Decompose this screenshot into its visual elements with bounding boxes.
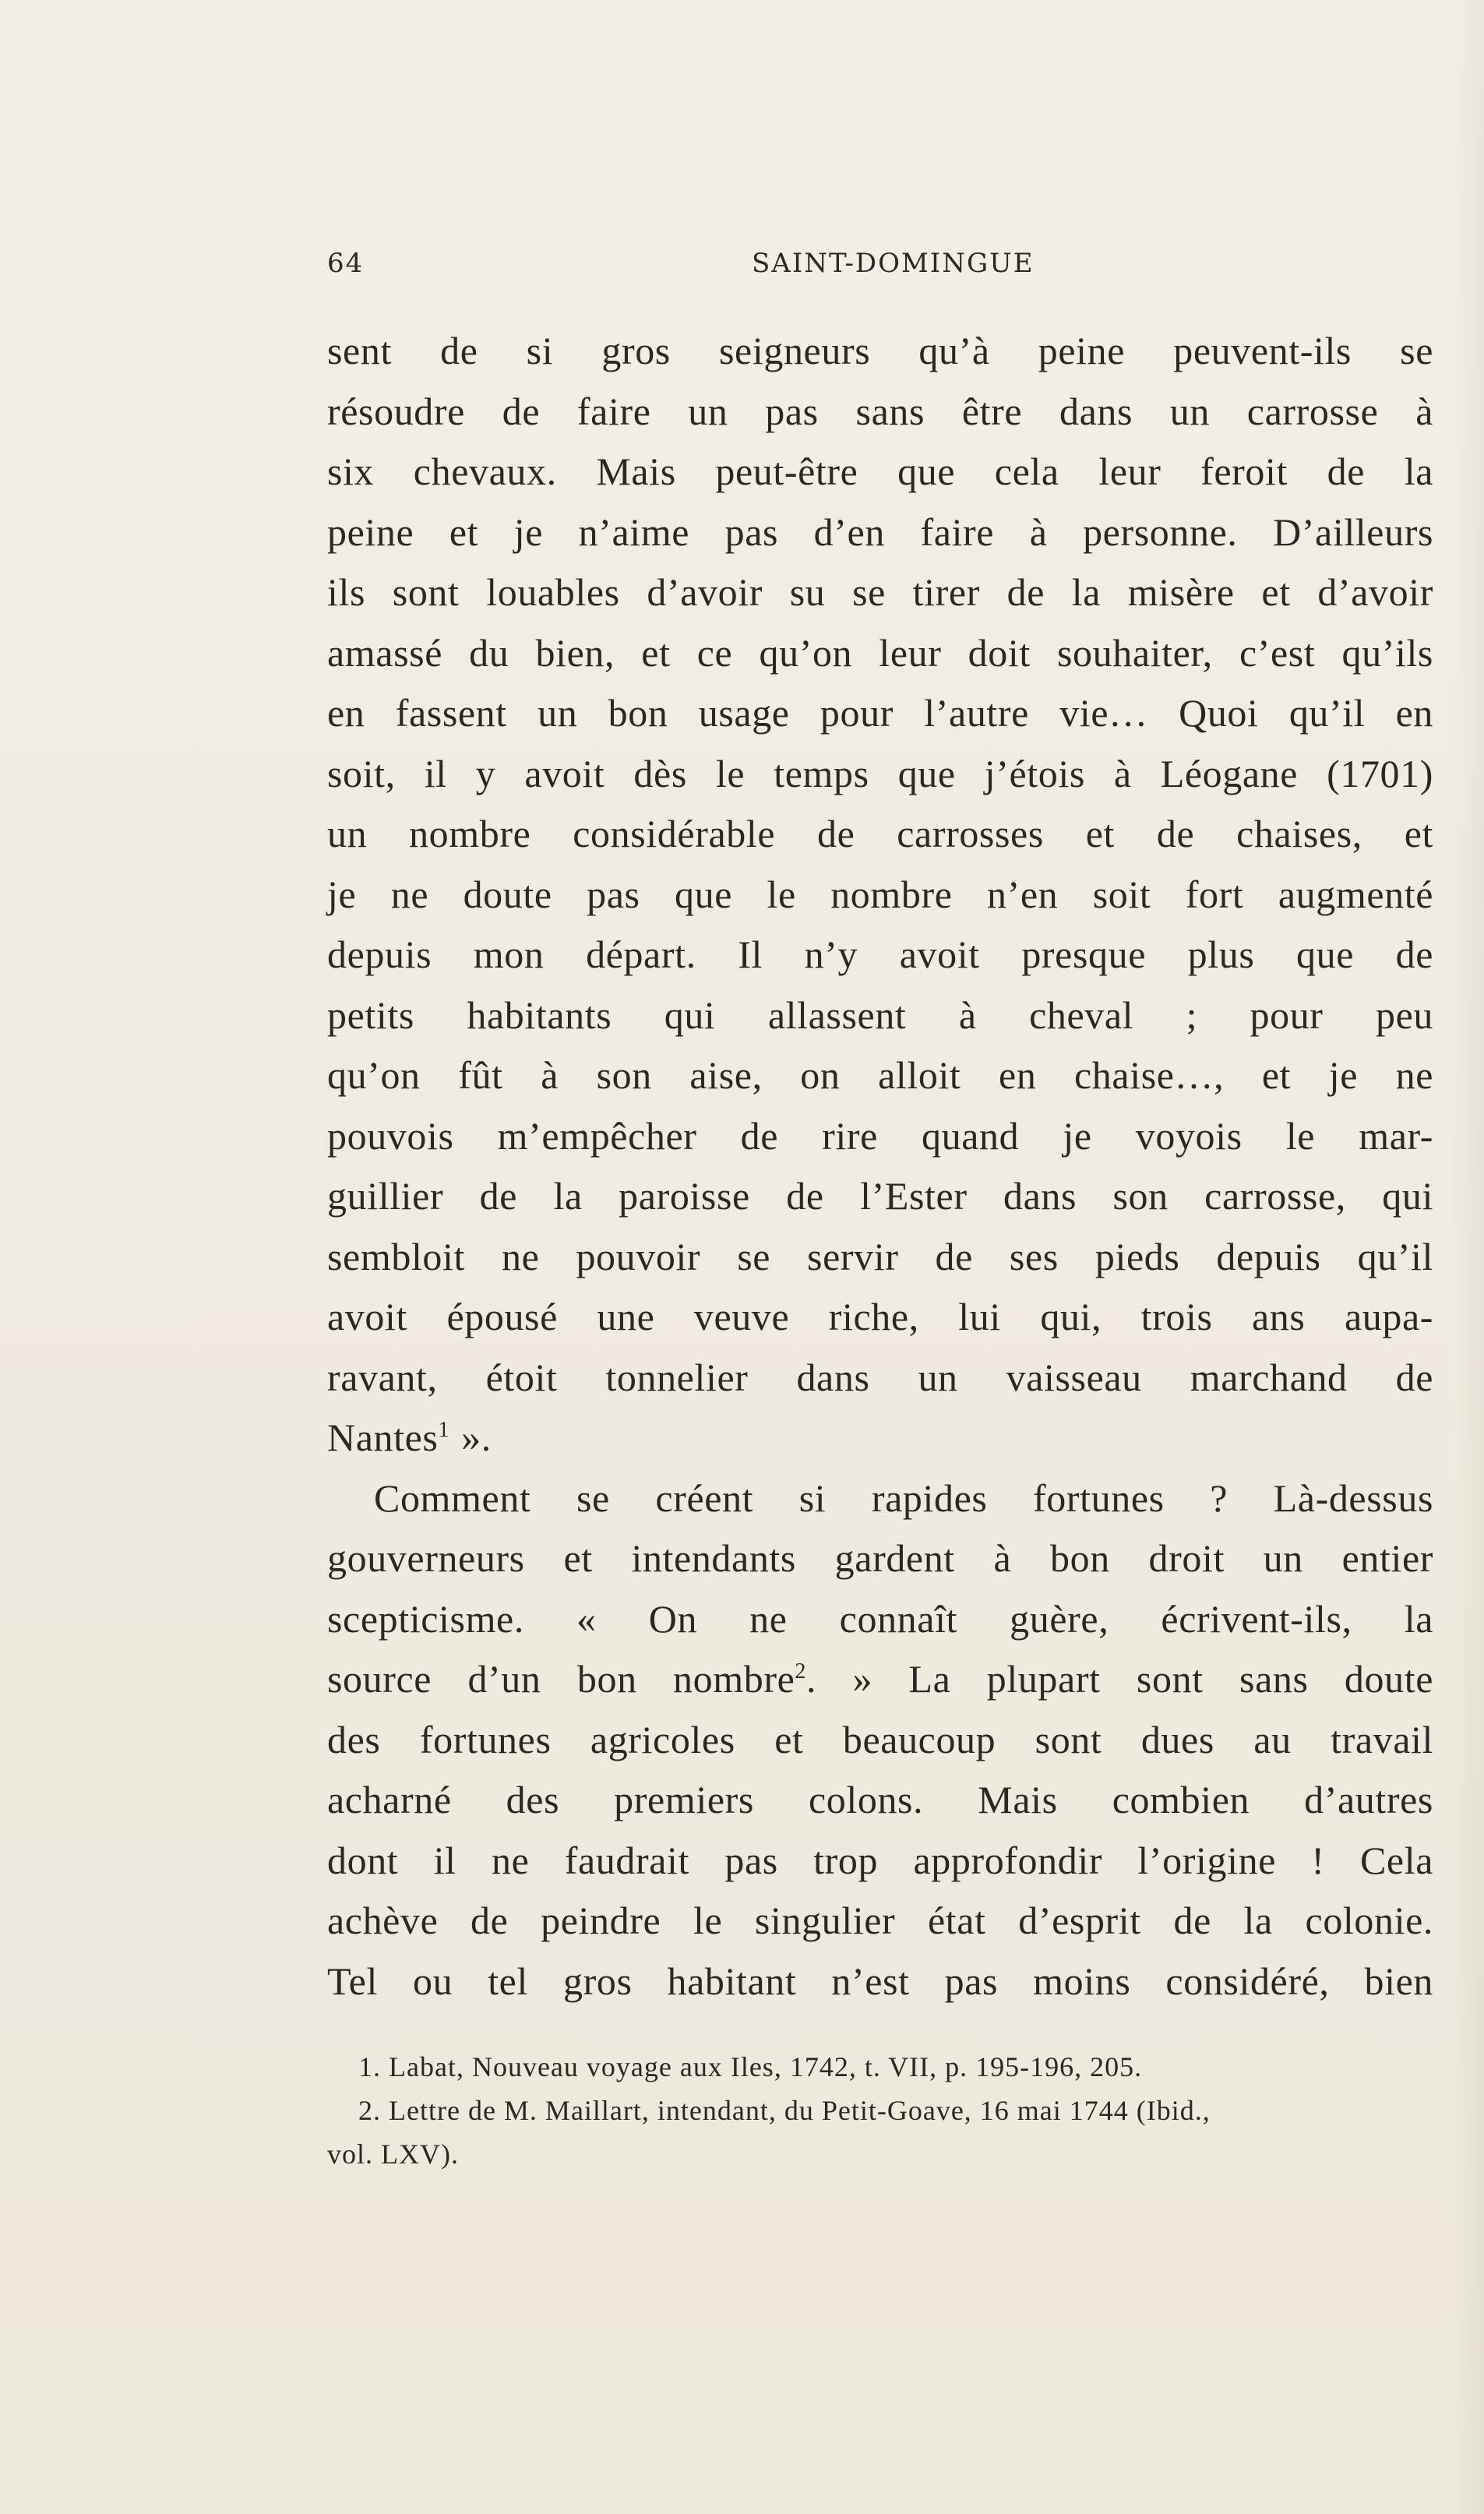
source-after: . » La plupart sont sans doute — [806, 1657, 1434, 1701]
text-line: scepticisme. « On ne connaît guère, écrivent-ils, la — [327, 1596, 1433, 1641]
footnote-ref-1: 1 — [438, 1418, 450, 1442]
text-line: acharné des premiers colons. Mais combien d’autres — [327, 1778, 1433, 1821]
page-header — [327, 248, 1426, 294]
text-line: achève de peindre le singulier état d’esprit de la colonie. — [327, 1899, 1433, 1942]
footnote-2-line-1: 2. Lettre de M. Maillart, intendant, du Petit-Goave, 16 mai 1744 (Ibid., — [358, 2095, 1211, 2126]
text-line: je ne doute pas que le nombre n’en soit fort augmenté — [327, 872, 1433, 916]
nantes-word: Nantes — [327, 1416, 439, 1459]
text-line: sembloit ne pouvoir se servir de ses pieds depuis qu’il — [327, 1234, 1433, 1278]
text-line-source — [327, 1649, 1433, 1710]
running-head: SAINT-DOMINGUE — [752, 248, 1035, 279]
text-line: sent de si gros seigneurs qu’à peine peuvent-ils se — [327, 329, 1433, 372]
text-line-nantes — [327, 1408, 1433, 1469]
text-line: Comment se créent si rapides fortunes ? Là-dessus — [374, 1476, 1433, 1520]
nantes-end: ». — [449, 1416, 492, 1459]
text-line: gouverneurs et intendants gardent à bon droit un entier — [327, 1536, 1433, 1580]
source-before: source d’un bon nombre — [327, 1657, 795, 1701]
text-line: Tel ou tel gros habitant n’est pas moins considéré, bien — [327, 1959, 1433, 2003]
page-edge-shadow — [1453, 0, 1484, 2514]
text-line: pouvois m’empêcher de rire quand je voyois le mar- — [327, 1113, 1433, 1158]
text-line: un nombre considérable de carrosses et de chaises, et — [327, 812, 1433, 855]
footnote-2-line-2: vol. LXV). — [327, 2138, 459, 2170]
text-line: guillier de la paroisse de l’Ester dans son carrosse, qui — [327, 1174, 1433, 1218]
page-number: 64 — [327, 248, 365, 279]
text-line: résoudre de faire un pas sans être dans un carrosse à — [327, 389, 1433, 433]
footnote-ref-2: 2 — [795, 1659, 806, 1684]
text-line: peine et je n’aime pas d’en faire à personne. D’ailleurs — [327, 509, 1433, 554]
text-line: avoit épousé une veuve riche, lui qui, trois ans aupa- — [327, 1295, 1433, 1338]
text-line: en fassent un bon usage pour l’autre vie… Quoi qu’il en — [327, 691, 1433, 735]
text-line: ils sont louables d’avoir su se tirer de la misère et d’avoir — [327, 570, 1433, 614]
text-line: petits habitants qui allassent à cheval ; pour peu — [327, 993, 1433, 1037]
text-line: dont il ne faudrait pas trop approfondir l’origine ! Cela — [327, 1838, 1433, 1882]
footnote-1: 1. Labat, Nouveau voyage aux Iles, 1742, t. VII, p. 195-196, 205. — [358, 2051, 1143, 2082]
footnotes — [327, 2045, 1433, 2176]
text-line: des fortunes agricoles et beaucoup sont dues au travail — [327, 1717, 1433, 1761]
text-line: ravant, étoit tonnelier dans un vaisseau marchand de — [327, 1355, 1433, 1399]
text-line: amassé du bien, et ce qu’on leur doit souhaiter, c’est qu’ils — [327, 630, 1433, 675]
text-line: six chevaux. Mais peut-être que cela leur feroit de la — [327, 450, 1433, 493]
body-text — [327, 321, 1433, 2012]
text-line: depuis mon départ. Il n’y avoit presque plus que de — [327, 933, 1433, 976]
text-line: soit, il y avoit dès le temps que j’étois à Léogane (1701) — [327, 751, 1433, 795]
text-line: qu’on fût à son aise, on alloit en chaise…, et je ne — [327, 1053, 1433, 1097]
